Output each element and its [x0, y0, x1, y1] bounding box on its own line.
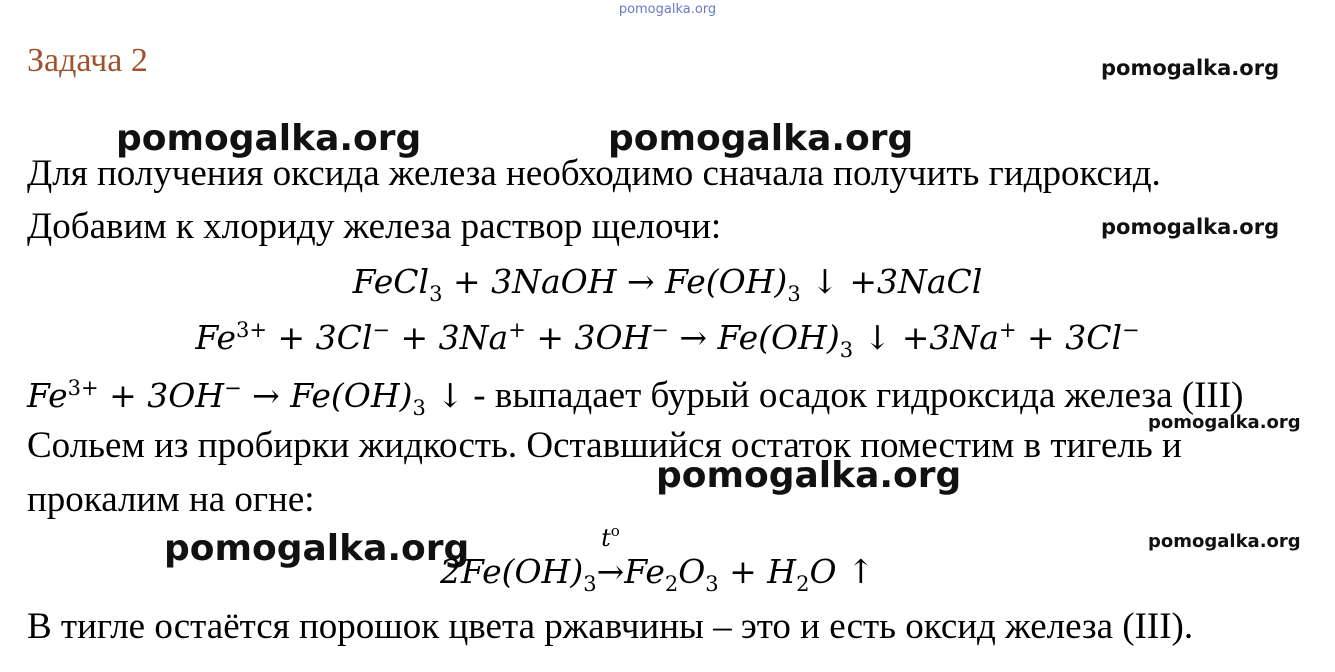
watermark: pomogalka.org	[164, 528, 470, 569]
watermark: pomogalka.org	[116, 118, 422, 159]
paragraph-5: прокалим на огне:	[27, 479, 315, 520]
paragraph-1: Для получения оксида железа необходимо сначала получить гидроксид.	[27, 153, 1161, 194]
paragraph-3-tail: - выпадает бурый осадок гидроксида железа (III)	[464, 375, 1244, 416]
paragraph-6: В тигле остаётся порошок цвета ржавчины – это и есть оксид железа (III).	[27, 606, 1194, 647]
equation-4: $2Fe(OH)_3$ $t^o$ $\to Fe_2O_3 + H_2O$ ↑	[440, 522, 875, 596]
paragraph-4: Сольем из пробирки жидкость. Оставшийся остаток поместим в тигель и	[27, 425, 1182, 466]
watermark: pomogalka.org	[1101, 215, 1280, 239]
equation-2: $Fe^{3+} + 3Cl^- + 3Na^+ + 3OH^- \to Fe(OH)_3$ ↓ +3Na+ + 3Cl−	[195, 318, 1140, 362]
watermark: pomogalka.org	[656, 455, 962, 496]
temperature-label: $t^o$	[601, 522, 620, 552]
watermark: pomogalka.org	[608, 118, 914, 159]
task-title: Задача 2	[27, 42, 148, 79]
watermark-top: pomogalka.org	[618, 2, 717, 17]
equation-3: $Fe^{3+} + 3OH^- \to Fe(OH)_3$ ↓ - выпадает бурый осадок гидроксида железа (III)	[27, 375, 1244, 420]
watermark: pomogalka.org	[1148, 412, 1301, 433]
paragraph-2: Добавим к хлориду железа раствор щелочи:	[27, 206, 722, 247]
watermark: pomogalka.org	[1101, 56, 1280, 80]
watermark: pomogalka.org	[1148, 531, 1301, 552]
equation-1: FeCl$_3$ + 3NaOH → $Fe(OH)_3$ ↓ +3NaCl	[352, 262, 983, 306]
